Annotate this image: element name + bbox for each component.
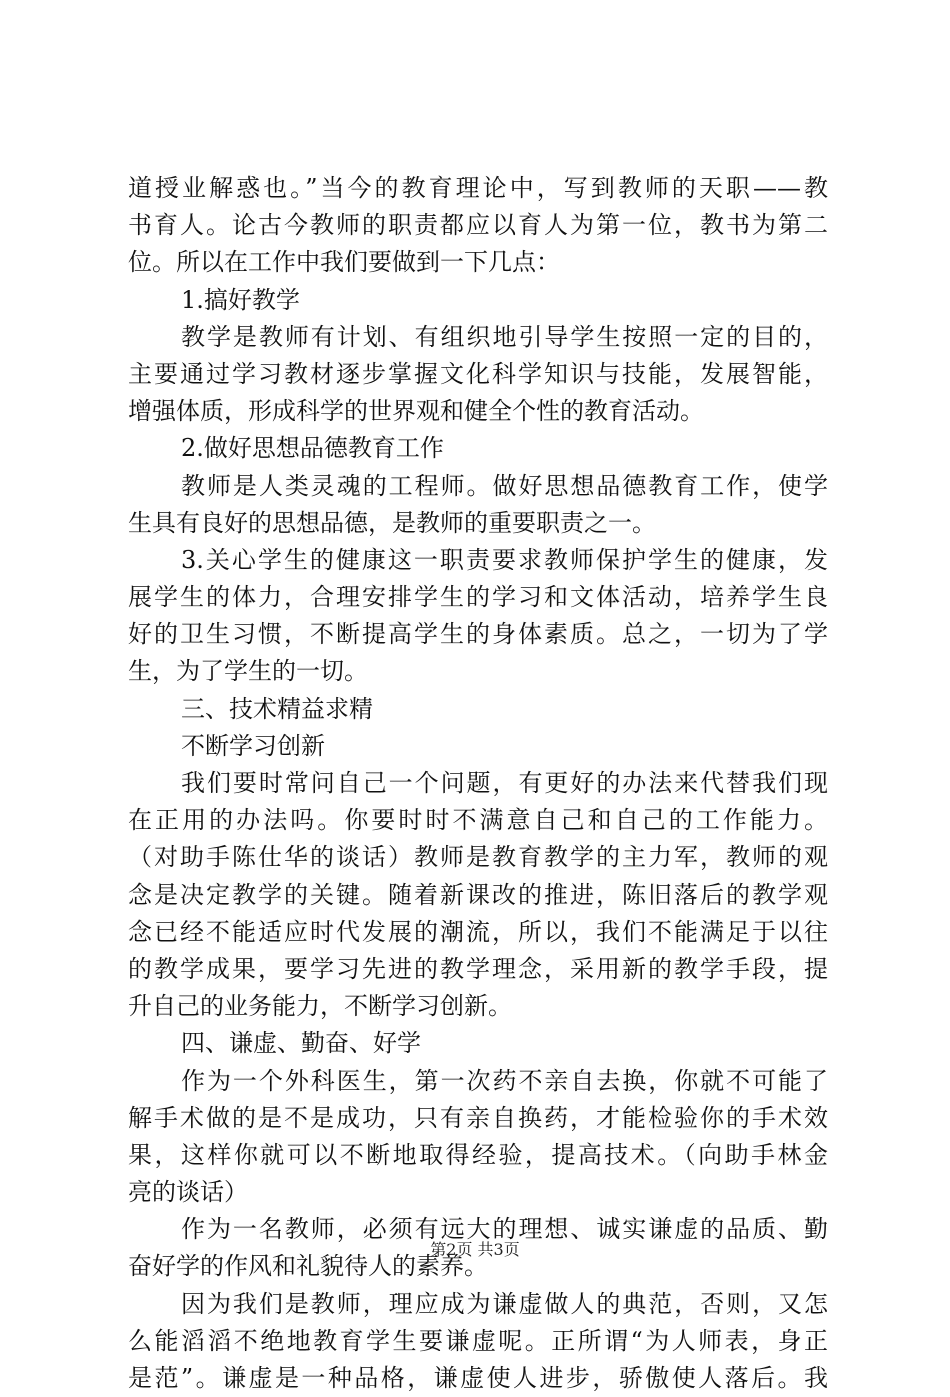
text-line: （对助手陈仕华的谈话）教师是教育教学的主力军，教师的观 bbox=[128, 843, 828, 872]
text-line: 我们要时常问自己一个问题，有更好的办法来代替我们现 bbox=[181, 769, 828, 797]
text-line: 2.做好思想品德教育工作 bbox=[181, 434, 444, 463]
body-text bbox=[128, 170, 828, 1397]
text-line: 道授业解惑也。”当今的教育理论中，写到教师的天职——教 bbox=[128, 174, 828, 202]
page-footer: 第2页 共3页 bbox=[430, 1240, 520, 1259]
text-line: 解手术做的是不是成功，只有亲自换药，才能检验你的手术效 bbox=[128, 1103, 828, 1132]
text-line: 增强体质，形成科学的世界观和健全个性的教育活动。 bbox=[128, 397, 704, 426]
text-line: 三、技术精益求精 bbox=[181, 694, 373, 723]
text-line: 是范”。谦虚是一种品格，谦虚使人进步，骄傲使人落后。我 bbox=[128, 1364, 828, 1392]
text-line: 念是决定教学的关键。随着新课改的推进，陈旧落后的教学观 bbox=[128, 880, 828, 909]
text-line: 升自己的业务能力，不断学习创新。 bbox=[128, 992, 512, 1021]
text-line: 亮的谈话） bbox=[128, 1178, 248, 1207]
text-line: 四、谦虚、勤奋、好学 bbox=[181, 1029, 421, 1058]
text-line: 的教学成果，要学习先进的教学理念，采用新的教学手段，提 bbox=[128, 954, 828, 983]
text-line: 生，为了学生的一切。 bbox=[128, 657, 368, 686]
text-line: 3.关心学生的健康这一职责要求教师保护学生的健康，发 bbox=[181, 545, 828, 574]
text-line: 念已经不能适应时代发展的潮流，所以，我们不能满足于以往 bbox=[128, 917, 828, 946]
text-line: 位。所以在工作中我们要做到一下几点： bbox=[128, 248, 560, 277]
text-line: 教师是人类灵魂的工程师。做好思想品德教育工作，使学 bbox=[181, 471, 828, 500]
text-line: 因为我们是教师，理应成为谦虚做人的典范，否则，又怎 bbox=[181, 1289, 828, 1318]
text-line: 教学是教师有计划、有组织地引导学生按照一定的目的， bbox=[181, 322, 828, 351]
text-line: 作为一个外科医生，第一次药不亲自去换，你就不可能了 bbox=[181, 1066, 828, 1095]
text-line: 在正用的办法吗。你要时时不满意自己和自己的工作能力。 bbox=[128, 806, 828, 835]
text-line: 作为一名教师，必须有远大的理想、诚实谦虚的品质、勤 bbox=[181, 1215, 828, 1244]
text-line: 书育人。论古今教师的职责都应以育人为第一位，教书为第二 bbox=[128, 211, 828, 240]
text-line: 生具有良好的思想品德，是教师的重要职责之一。 bbox=[128, 508, 656, 537]
text-line: 果，这样你就可以不断地取得经验，提高技术。（向助手林金 bbox=[128, 1140, 828, 1169]
text-line: 1.搞好教学 bbox=[181, 285, 300, 314]
text-line: 奋好学的作风和礼貌待人的素养。 bbox=[128, 1252, 488, 1281]
text-line: 不断学习创新 bbox=[181, 731, 325, 760]
text-line: 好的卫生习惯，不断提高学生的身体素质。总之，一切为了学 bbox=[128, 620, 828, 649]
text-line: 展学生的体力，合理安排学生的学习和文体活动，培养学生良 bbox=[128, 583, 828, 612]
text-line: 主要通过学习教材逐步掌握文化科学知识与技能，发展智能， bbox=[128, 359, 828, 388]
text-line: 么能滔滔不绝地教育学生要谦虚呢。正所谓“为人师表，身正 bbox=[128, 1326, 828, 1355]
